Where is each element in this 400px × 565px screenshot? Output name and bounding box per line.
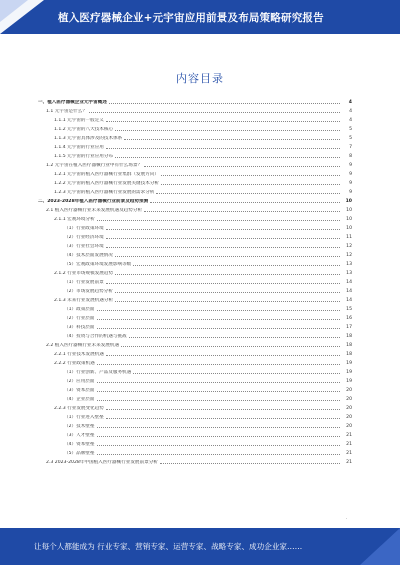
toc-entry-label: （2）技术壁垒 <box>64 424 95 429</box>
toc-entry-page: 19 <box>346 379 352 384</box>
toc-entry-label: 2.1.1 宏观环境分析 <box>54 217 95 222</box>
toc-entry-page: 16 <box>346 316 352 321</box>
toc-leader-dots <box>124 138 340 140</box>
toc-entry-page: 13 <box>346 262 352 267</box>
toc-entry-label: （1）行业发展前景 <box>64 280 104 285</box>
toc-entry-label: （2）行业经济环境 <box>64 235 104 240</box>
toc-entry-page: 21 <box>346 433 352 438</box>
toc-entry-page: 9 <box>349 172 352 177</box>
toc-entry-page: 15 <box>346 307 352 312</box>
toc-entry[interactable] <box>38 195 352 204</box>
toc-leader-dots <box>106 228 340 230</box>
toc-entry-page: 20 <box>346 415 352 420</box>
toc-entry-label: 2.1.2 行业市场规模发展趋势 <box>54 271 114 276</box>
toc-entry-label: （1）行业进入壁垒 <box>64 415 104 420</box>
toc-entry-page: 4 <box>348 100 352 105</box>
toc-entry-label: 1.2.3 元宇宙的植入医疗器械行业发展的需求分析 <box>54 190 155 195</box>
toc-leader-dots <box>97 390 341 392</box>
toc-leader-dots <box>115 291 340 293</box>
toc-leader-dots <box>144 210 340 212</box>
toc-entry-label: （3）科技层面 <box>64 325 95 330</box>
toc-leader-dots <box>121 345 340 347</box>
toc-leader-dots <box>161 174 340 176</box>
toc-entry-page: 19 <box>346 361 352 366</box>
toc-leader-dots <box>150 201 340 203</box>
toc-entry-label: 1.1 元宇宙是什么？ <box>46 109 87 114</box>
toc-entry-page: 14 <box>346 298 352 303</box>
toc-leader-dots <box>106 282 340 284</box>
toc-entry-page: 21 <box>346 451 352 456</box>
toc-entry-label: （4）技术层面发展情况 <box>64 253 113 258</box>
toc-entry-label: 1.1.1 元宇宙的一般定义 <box>54 118 104 123</box>
toc-entry-page: 10 <box>346 217 352 222</box>
toc-leader-dots <box>97 435 341 437</box>
toc-entry[interactable] <box>38 276 352 285</box>
toc-entry-label: 1.2.1 元宇宙的植入医疗器械行业集群（发展方向） <box>54 172 160 177</box>
toc-entry-label: （1）政策层面 <box>64 307 95 312</box>
toc-entry[interactable] <box>38 267 352 276</box>
toc-entry-label: 2.1.3 未来行业发展机遇分析 <box>54 298 114 303</box>
toc-entry-label: 1.1.3 元宇宙具体涉及的技术体系 <box>54 136 123 141</box>
toc-entry[interactable] <box>38 402 352 411</box>
toc-entry-label: （3）资本层面 <box>64 388 95 393</box>
toc-leader-dots <box>115 255 340 257</box>
toc-entry-page: 18 <box>346 343 352 348</box>
page-footer <box>0 528 400 565</box>
toc-entry-page: 14 <box>346 289 352 294</box>
toc-leader-dots <box>97 318 341 320</box>
toc-entry[interactable] <box>38 285 352 294</box>
toc-title: 内容目录 <box>176 72 224 85</box>
toc-entry-label: 一、植入医疗器械企业元宇宙概述 <box>38 100 107 105</box>
toc-entry-label: （2）市场发展趋势分析 <box>64 289 113 294</box>
toc-entry[interactable] <box>38 231 352 240</box>
toc-entry-label: （4）投资与合作的机遇与挑战 <box>64 334 127 339</box>
toc-leader-dots <box>144 165 340 167</box>
toc-entry[interactable] <box>38 204 352 213</box>
toc-entry-page: 13 <box>346 271 352 276</box>
toc-entry-label: （5）宏观政策环境发展影响等级 <box>64 262 132 267</box>
toc-entry[interactable] <box>38 168 352 177</box>
toc-leader-dots <box>106 354 340 356</box>
toc-leader-dots <box>89 111 340 113</box>
toc-entry-label: （2）行业层面 <box>64 316 95 321</box>
toc-leader-dots <box>115 300 340 302</box>
toc-leader-dots <box>133 264 340 266</box>
page-marker: · <box>346 516 348 521</box>
toc-entry[interactable] <box>38 357 352 366</box>
toc-entry-page: 10 <box>346 226 352 231</box>
toc-leader-dots <box>97 444 341 446</box>
toc-leader-dots <box>97 426 341 428</box>
toc-entry-label: 1.2 元宇宙在植入医疗器械行业中有什么场景？ <box>46 163 143 168</box>
table-of-contents <box>38 96 352 465</box>
toc-entry[interactable] <box>38 240 352 249</box>
toc-entry-page: 20 <box>346 388 352 393</box>
toc-entry-page: 18 <box>346 334 352 339</box>
toc-entry[interactable] <box>38 294 352 303</box>
toc-entry-label: （3）人才壁垒 <box>64 433 95 438</box>
toc-entry-page: 21 <box>346 460 352 465</box>
toc-entry[interactable] <box>38 420 352 429</box>
toc-leader-dots <box>97 381 341 383</box>
toc-entry[interactable] <box>38 411 352 420</box>
toc-entry-label: （5）品牌壁垒 <box>64 451 95 456</box>
toc-entry[interactable] <box>38 330 352 339</box>
toc-entry[interactable] <box>38 105 352 114</box>
toc-entry[interactable] <box>38 258 352 267</box>
header-corner-accent-inner <box>0 0 28 22</box>
toc-entry-page: 7 <box>349 145 352 150</box>
toc-leader-dots <box>106 237 340 239</box>
toc-leader-dots <box>97 399 341 401</box>
toc-entry-page: 21 <box>346 442 352 447</box>
toc-entry[interactable] <box>38 177 352 186</box>
footer-slogan: 让每个人都能成为 行业专家、营销专家、运营专家、战略专家、成功企业家…… <box>34 542 303 551</box>
toc-entry-page: 10 <box>346 208 352 213</box>
toc-entry-label: （4）资本壁垒 <box>64 442 95 447</box>
report-title: 植入医疗器械企业+元宇宙应用前景及布局策略研究报告 <box>58 12 324 24</box>
toc-entry[interactable] <box>38 321 352 330</box>
toc-entry-page: 8 <box>349 154 352 159</box>
toc-entry-page: 12 <box>346 244 352 249</box>
toc-entry-label: 2.2 植入医疗器械行业未来发展机遇 <box>46 343 120 348</box>
toc-entry-page: 18 <box>346 352 352 357</box>
toc-entry-page: 10 <box>345 199 352 204</box>
toc-leader-dots <box>97 363 340 365</box>
toc-leader-dots <box>97 219 340 221</box>
toc-entry[interactable] <box>38 150 352 159</box>
toc-entry-label: 2.2.1 行业技术发展机遇 <box>54 352 104 357</box>
toc-entry[interactable] <box>38 348 352 357</box>
toc-leader-dots <box>97 453 341 455</box>
toc-entry[interactable] <box>38 447 352 456</box>
toc-entry-label: （3）行业社会环境 <box>64 244 104 249</box>
toc-entry[interactable] <box>38 186 352 195</box>
toc-entry-label: （4）企业层面 <box>64 397 95 402</box>
toc-entry-page: 4 <box>349 118 352 123</box>
toc-leader-dots <box>106 120 340 122</box>
toc-leader-dots <box>115 129 340 131</box>
toc-entry-label: （1）行业政策环境 <box>64 226 104 231</box>
toc-entry-label: （1）行业创新、产品及服务机遇 <box>64 370 132 375</box>
toc-leader-dots <box>160 462 340 464</box>
toc-entry[interactable] <box>38 429 352 438</box>
toc-entry[interactable] <box>38 339 352 348</box>
toc-entry[interactable] <box>38 456 352 465</box>
toc-entry-label: （2）应用层面 <box>64 379 95 384</box>
toc-entry-page: 14 <box>346 280 352 285</box>
toc-entry-page: 12 <box>346 253 352 258</box>
toc-entry-page: 20 <box>346 406 352 411</box>
toc-entry[interactable] <box>38 384 352 393</box>
toc-leader-dots <box>106 147 340 149</box>
toc-entry-page: 9 <box>349 190 352 195</box>
toc-entry-page: 20 <box>346 397 352 402</box>
toc-leader-dots <box>115 273 340 275</box>
toc-entry[interactable] <box>38 366 352 375</box>
toc-leader-dots <box>161 183 340 185</box>
toc-entry-label: 2.2.3 行业发展变化趋势 <box>54 406 104 411</box>
toc-leader-dots <box>106 246 340 248</box>
toc-entry-page: 20 <box>346 424 352 429</box>
toc-entry-page: 5 <box>349 136 352 141</box>
toc-leader-dots <box>115 156 340 158</box>
toc-leader-dots <box>129 336 340 338</box>
toc-entry-page: 5 <box>349 127 352 132</box>
toc-entry[interactable] <box>38 159 352 168</box>
toc-entry-page: 17 <box>346 325 352 330</box>
toc-entry[interactable] <box>38 438 352 447</box>
toc-entry-label: 1.1.2 元宇宙的八大技术核心 <box>54 127 114 132</box>
toc-leader-dots <box>109 102 340 104</box>
toc-entry[interactable] <box>38 96 352 105</box>
toc-leader-dots <box>106 417 340 419</box>
toc-leader-dots <box>97 327 341 329</box>
page-header <box>0 0 400 34</box>
toc-entry-label: 2.2.2 行业政策机遇 <box>54 361 95 366</box>
toc-entry-label: 1.2.2 元宇宙的植入医疗器械行业发展关键技术分析 <box>54 181 160 186</box>
toc-entry[interactable] <box>38 114 352 123</box>
toc-entry[interactable] <box>38 393 352 402</box>
toc-entry[interactable] <box>38 123 352 132</box>
toc-entry[interactable] <box>38 141 352 150</box>
toc-entry-label: 1.1.4 元宇宙的行业应用 <box>54 145 104 150</box>
toc-entry[interactable] <box>38 222 352 231</box>
toc-leader-dots <box>97 309 341 311</box>
toc-entry-page: 4 <box>349 109 352 114</box>
toc-entry[interactable] <box>38 312 352 321</box>
footer-corner-accent <box>360 528 400 565</box>
toc-entry-page: 19 <box>346 370 352 375</box>
toc-entry[interactable] <box>38 303 352 312</box>
toc-leader-dots <box>133 372 340 374</box>
toc-entry-page: 11 <box>346 235 352 240</box>
toc-leader-dots <box>106 408 340 410</box>
toc-entry-label: 1.1.5 元宇宙的行业应用分布 <box>54 154 114 159</box>
toc-entry-label: 二、2023-2028年植入医疗器械行业前景及趋势预测 <box>38 199 149 204</box>
toc-entry[interactable] <box>38 132 352 141</box>
toc-entry-label: 2.3 2023-2028年中国植入医疗器械行业发展前景分析 <box>46 460 158 465</box>
toc-entry-page: 9 <box>349 163 352 168</box>
toc-entry-label: 2.1 植入医疗器械行业未来发展机遇及趋势分析 <box>46 208 143 213</box>
toc-entry-page: 9 <box>349 181 352 186</box>
toc-entry[interactable] <box>38 213 352 222</box>
toc-leader-dots <box>156 192 340 194</box>
toc-entry[interactable] <box>38 375 352 384</box>
toc-entry[interactable] <box>38 249 352 258</box>
